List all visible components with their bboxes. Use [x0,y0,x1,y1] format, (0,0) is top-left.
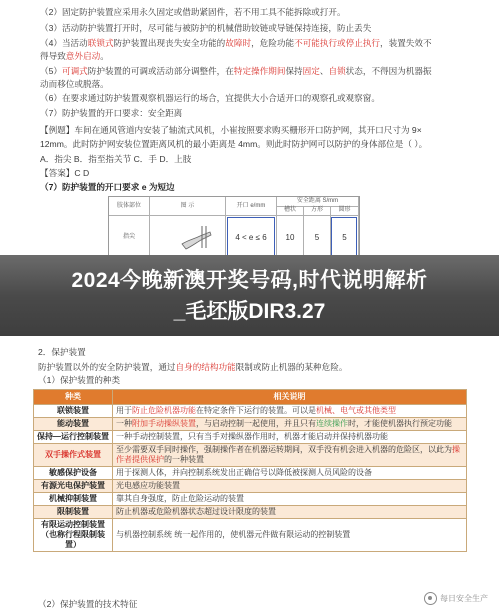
text-segment: 用于探测人体，并向控制系统发出正确信号以降低被探测人员风险的设备 [116,468,372,477]
text-segment: 的一种装置 [164,455,204,464]
text-segment: 防止危险机器功能 [132,406,196,415]
table-cell-feature [113,519,467,552]
text-segment: 意外启动 [65,51,101,61]
text-segment: 防护装置出现丧失安全功能的 [113,38,226,48]
text-line [0,6,499,18]
text-segment: 、 [319,66,329,76]
table-cell-feature [113,506,467,519]
watermark [421,591,491,606]
text-line [0,167,499,179]
diagram-header-figure: 图 示 [150,197,226,216]
text-line [0,153,499,165]
diagram-header-body: 肢体部位 [109,197,150,216]
text-segment: 自锁 [328,66,346,76]
text-segment: 固定 [302,66,320,76]
text-segment: 状态，不得因为机器振 [345,66,432,76]
wechat-icon [424,592,437,605]
table-row [34,405,467,418]
text-segment: （3）活动防护装置打开时，尽可能与被防护的机械借助铰链或导链保持连接，防止丢失 [40,23,372,33]
text-segment: 防护装置的可调或活动部分调整件，在 [87,66,234,76]
text-line [0,107,499,119]
table-cell-feature [113,480,467,493]
table-row [34,506,467,519]
text-line [0,37,499,49]
text-segment: ，危险功能 [251,38,295,48]
text-segment: 用于 [116,406,132,415]
text-line [0,138,499,150]
table-cell-feature [113,405,467,418]
text-line [0,181,499,193]
text-segment: 靠其自身强度，防止危险运动的装置 [116,494,244,503]
diagram-opening-range: 4 < e ≤ 6 [226,216,277,260]
text-line [0,92,499,104]
text-segment: 光电感应功能装置 [116,481,180,490]
opening-size-diagram [108,196,360,260]
diagram-header-safety: 安全距离 S/mm [277,197,359,207]
text-segment: 故障时 [225,38,252,48]
table-cell-kind: 双手操作式装置 [34,444,113,467]
text-segment: 联锁式 [87,38,114,48]
text-segment: 2．保护装置 [38,347,86,357]
text-segment: 附加手动操纵装置 [132,419,196,428]
table-cell-feature [113,467,467,480]
text-segment: 得导致 [40,51,66,61]
diagram-row-body: 指尖 [109,216,150,260]
protective-device-table [33,389,467,552]
table-cell-kind: 机械抑制装置 [34,493,113,506]
table-cell-feature [113,444,467,467]
text-line [0,346,499,358]
table-row [34,431,467,444]
text-segment: （2）固定防护装置应采用永久固定或借助紧固件，若不用工具不能拆除或打开。 [40,7,346,17]
text-segment: （7）防护装置的开口要求 [40,182,142,192]
text-segment: A．指尖 B．指至指关节 C．手 D．上肢 [40,154,192,164]
watermark-text: 每日安全生产 [440,594,488,603]
text-segment: 不可能执行或停止执行 [294,38,381,48]
title-banner [0,255,499,336]
text-line [0,78,499,90]
text-segment: 与机器控制系统 统一起作用的，使机器元件做有限运动的控制装置 [116,530,351,539]
text-line [0,22,499,34]
text-segment: 一种 [116,419,132,428]
diagram-value-slot: 10 [277,216,304,260]
highlight-box-range [227,217,275,257]
table-row [34,519,467,552]
diagram-header-round: 圆形 [331,206,359,216]
text-segment: （4）当活动 [40,38,88,48]
table-header-kind: 种类 [34,390,113,405]
table-cell-kind: 能动装置 [34,418,113,431]
text-line [0,361,499,373]
text-segment: 【例题】车间在通风管道内安装了轴流式风机，小崔按照要求购买栅形开口防护网，其开口尺寸为 9× [40,125,422,135]
footer-line: （2）保护装置的技术特征 [38,599,138,609]
text-segment: 【答案】C D [40,168,90,178]
table-cell-feature [113,493,467,506]
text-segment: 操作者提供保护 [116,445,460,464]
banner-subtitle: _毛坯版DIR3.27 [173,300,326,323]
table-row [34,493,467,506]
table-row [34,418,467,431]
table-cell-kind: 有限运动控制装置（也称行程限制装置） [34,519,113,552]
text-segment: 机械、电气或其他类型 [316,406,396,415]
text-segment: 连续操作 [316,419,348,428]
table-cell-kind: 有源光电保护装置 [34,480,113,493]
text-line [0,50,499,62]
text-segment: 动而移位或脱落。 [40,79,109,89]
diagram-value-square: 5 [304,216,331,260]
text-segment: 为短边 [146,182,175,192]
diagram-header-opening: 开口 e/mm [226,197,277,216]
diagram-value-round: 5 [331,216,359,260]
diagram-header-square: 方形 [304,206,331,216]
text-segment: 至少需要双手同时操作，强制操作者在机器运转期间，双手没有机会进入机器的危险区，以此为 [116,445,452,454]
text-segment: （7）防护装置的开口要求：安全距离 [40,108,183,118]
text-segment: 可调式 [61,66,88,76]
text-segment: 自身的结构功能 [175,362,236,372]
text-segment: 特定操作期间 [233,66,286,76]
table-header-feature: 相关说明 [113,390,467,405]
text-segment: 在特定条件下运行的装置。可以是 [196,406,316,415]
banner-title: 2024今晚新澳开奖号码,时代说明解析 [71,269,428,292]
table-cell-feature [113,431,467,444]
text-segment: 保持 [285,66,303,76]
text-segment: 12mm。此时防护网安装位置距离风机的最小距离是 4mm。则此时防护网可以防护的身体部位是（ ）。 [40,139,428,149]
text-line [0,374,499,386]
table-cell-feature [113,418,467,431]
table-row [34,444,467,467]
table-row [34,467,467,480]
text-segment: 时，才能使机器执行预定功能 [348,419,452,428]
text-segment: ，与启动控制一起使用，并且只有 [196,419,316,428]
text-segment: e [141,182,147,192]
table-cell-kind: 保持—运行控制装置 [34,431,113,444]
table-cell-kind: 联锁装置 [34,405,113,418]
table-cell-kind: 限制装置 [34,506,113,519]
text-line [0,65,499,77]
text-segment: （1）保护装置的种类 [38,375,121,385]
text-segment: 一种手动控制装置，只有当手对操纵器作用时，机器才能启动并保持机器功能 [116,432,388,441]
text-segment: 限制或防止机器的某种危险。 [235,362,348,372]
text-segment: （6）在要求通过防护装置观察机器运行的场合，宜提供大小合适开口的观察孔或观察窗。 [40,93,380,103]
table-row [34,480,467,493]
text-segment: 防止机器或危险机器状态超过设计限度的装置 [116,507,276,516]
text-segment: 防护装置以外的安全防护装置，通过 [38,362,176,372]
highlight-box-round [331,217,357,257]
diagram-header-slot: 槽状 [277,206,304,216]
table-cell-kind: 敏感保护设备 [34,467,113,480]
finger-figure-icon [180,222,214,252]
text-segment: （5） [40,66,62,76]
text-line [0,124,499,136]
text-segment: 。 [100,51,109,61]
text-segment: ，装置失效不 [380,38,432,48]
table-header-row [34,390,467,405]
